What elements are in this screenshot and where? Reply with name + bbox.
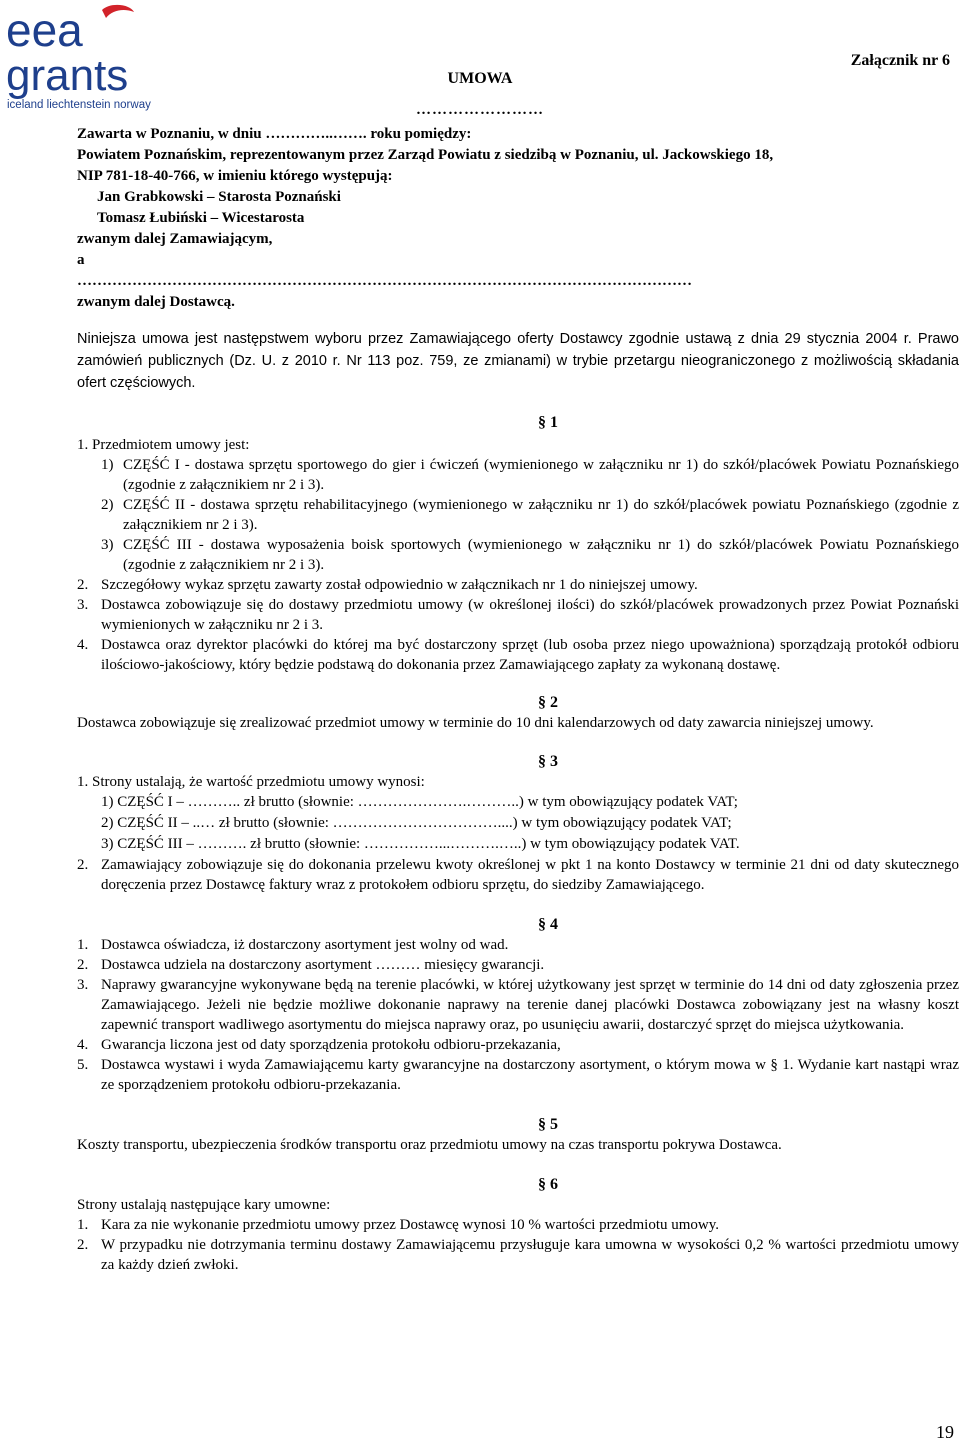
s1-sub-item: 2) CZĘŚĆ II - dostawa sprzętu rehabilitacyjnego (wymienionego w załączniku nr 1) do szkół/placówek powiatu Poznańskiego (zgodnie z załącznikiem nr 2 i 3). (101, 497, 959, 533)
s4-item: 1. Dostawca oświadcza, iż dostarczony asortyment jest wolny od wad. (77, 937, 509, 953)
s1-sub-item: 1) CZĘŚĆ I - dostawa sprzętu sportowego do gier i ćwiczeń (wymienionego w załączniku nr 1) do szkół/placówek Powiatu Poznańskiego (zgodnie z załącznikiem nr 2 i 3). (101, 457, 959, 493)
s1-sub-item: 3) CZĘŚĆ III - dostawa wyposażenia boisk sportowych (wymienionego w załączniku nr 1) do szkół/placówek Powiatu Poznańskiego (zgodnie z załącznikiem nr 2 i 3). (101, 537, 959, 573)
logo-swoosh-icon (102, 5, 134, 18)
eea-grants-logo (6, 2, 156, 112)
s4-item: 5. Dostawca wystawi i wyda Zamawiającemu karty gwarancyjne na dostarczony asortyment, o którym mowa w § 1. Wydanie kart nastąpi wraz ze sporządzeniem protokołu odbioru-przekazania. (77, 1057, 959, 1093)
logo-eea-text: eea (6, 4, 83, 56)
header-line-powiat: Powiatem Poznańskim, reprezentowanym przez Zarząd Powiatu z siedzibą w Poznaniu, ul. Jackowskiego 18, (77, 147, 774, 163)
document-title: UMOWA (447, 70, 513, 87)
section-6-title: § 6 (538, 1176, 558, 1193)
parties-header (77, 124, 959, 313)
section-4-title: § 4 (538, 916, 558, 933)
intro-paragraph: Niniejsza umowa jest następstwem wyboru przez Zamawiającego oferty Dostawcy zgodnie ustawą z dnia 29 stycznia 2004 r. Prawo zamówień publicznych (Dz. U. z 2010 r. Nr 113 poz. 759, ze zmianami) w trybie przetargu nieograniczonego z możliwością składania ofert częściowych. (77, 331, 959, 391)
s5-text: Koszty transportu, ubezpieczenia środków transportu oraz przedmiotu umowy na czas transportu pokrywa Dostawca. (77, 1137, 782, 1153)
s2-text: Dostawca zobowiązuje się zrealizować przedmiot umowy w terminie do 10 dni kalendarzowych od daty zawarcia niniejszej umowy. (77, 715, 874, 731)
section-2-title: § 2 (538, 694, 558, 711)
section-5-title: § 5 (538, 1116, 558, 1133)
s3-item: 2. Zamawiający zobowiązuje się do dokonania przelewu kwoty określonej w pkt 1 na konto Dostawcy w terminie 21 dni od daty skutecznego doręczenia przez Dostawcę faktury wraz z protokołem odbioru sprzętu, do siedziby Zamawiającego. (77, 857, 959, 893)
page-number: 19 (936, 1422, 954, 1442)
logo-grants-text: grants (6, 51, 129, 100)
s1-item: 3. Dostawca zobowiązuje się do dostawy przedmiotu umowy (w określonej ilości) do szkół/placówek prowadzonych przez Powiat Poznański wymienionych w załączniku nr 2 i 3. (77, 597, 959, 633)
section-3-title: § 3 (538, 753, 558, 770)
header-line-wicestarosta: Tomasz Łubiński – Wicestarosta (97, 210, 305, 226)
header-line-zamawiajacy: zwanym dalej Zamawiającym, (77, 231, 273, 247)
header-line-dots: …………………………………………………………………………………………………………… (77, 273, 692, 289)
s6-intro: Strony ustalają następujące kary umowne: (77, 1197, 331, 1213)
s4-item: 3. Naprawy gwarancyjne wykonywane będą na terenie placówki, w której użytkowany jest sprzęt w terminie do 14 dni od daty zgłoszenia przez Zamawiającego. Jeżeli nie będzie możliwe dokonanie naprawy na terenie danej placówki Dostawca zobowiązany jest na własny koszt zapewnić transport wadliwego asortymentu do miejsca naprawy oraz, po usunięciu awarii, dostarczyć sprzęt do miejsca użytkowania. (77, 977, 959, 1033)
s1-intro: 1. Przedmiotem umowy jest: (77, 437, 250, 453)
s3-price-row: 1) CZĘŚĆ I – ……….. zł brutto (słownie: ………………….………..) w tym obowiązujący podatek VAT; (101, 794, 738, 810)
s1-item: 4. Dostawca oraz dyrektor placówki do której ma być dostarczony sprzęt (lub osoba przez niego upoważniona) sporządzają protokół odbioru ilościowo-jakościowy, który będzie podstawą do dokonania przez Zamawiającego zapłaty za wykonaną dostawę. (77, 637, 959, 673)
annex-label: Załącznik nr 6 (850, 52, 950, 69)
s6-item: 2. W przypadku nie dotrzymania terminu dostawy Zamawiającemu przysługuje kara umowna w wysokości 0,2 % wartości przedmiotu umowy za każdy dzień zwłoki. (77, 1237, 959, 1273)
s3-intro: 1. Strony ustalają, że wartość przedmiotu umowy wynosi: (77, 774, 425, 790)
s3-price-row: 3) CZĘŚĆ III – ………. zł brutto (słownie: ……………...……….…..) w tym obowiązujący podatek VAT. (101, 836, 740, 852)
document-body (77, 124, 959, 1275)
s6-item: 1. Kara za nie wykonanie przedmiotu umowy przez Dostawcę wynosi 10 % wartości przedmiotu umowy. (77, 1217, 720, 1233)
logo-countries-text: iceland liechtenstein norway (7, 99, 151, 111)
header-line-nip: NIP 781-18-40-766, w imieniu którego występują: (77, 168, 393, 184)
header-line-a: a (77, 252, 85, 268)
s4-item: 2. Dostawca udziela na dostarczony asortyment ……… miesięcy gwarancji. (77, 957, 545, 973)
title-dots: …………………… (416, 102, 544, 118)
s4-item: 4. Gwarancja liczona jest od daty sporządzenia protokołu odbioru-przekazania, (77, 1037, 561, 1053)
s3-price-row: 2) CZĘŚĆ II – ..… zł brutto (słownie: ……………………………....) w tym obowiązujący podatek VAT; (101, 815, 732, 831)
section-1-title: § 1 (538, 414, 558, 431)
header-line-dostawca: zwanym dalej Dostawcą. (77, 294, 235, 310)
header-line-date: Zawarta w Poznaniu, w dniu …………..……. roku pomiędzy: (77, 126, 472, 142)
header-line-starosta: Jan Grabkowski – Starosta Poznański (97, 189, 341, 205)
s1-item: 2. Szczegółowy wykaz sprzętu zawarty został odpowiednio w załącznikach nr 1 do niniejszej umowy. (77, 577, 698, 593)
